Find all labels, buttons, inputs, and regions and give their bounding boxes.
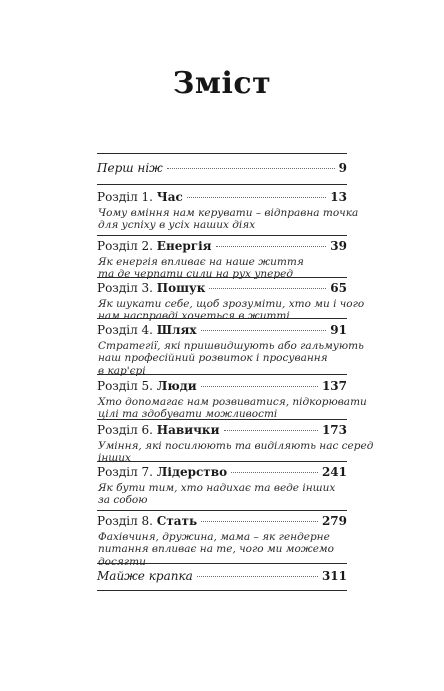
chapter-description: Як енергія впливає на наше життя та де черпати сили на рух уперед (98, 256, 304, 281)
chapter-description: Як бути тим, хто надихає та веде інших за собою (98, 482, 336, 507)
page-number: 39 (330, 239, 347, 253)
dot-leader (209, 288, 326, 289)
page-number: 91 (330, 323, 347, 337)
page-title: Зміст (172, 66, 272, 101)
toc-entry-heading (97, 379, 347, 395)
chapter-description: Уміння, які посилюють та виділяють нас серед інших (98, 440, 374, 465)
page-number: 9 (338, 161, 347, 175)
chapter-description: Стратегії, які пришвидшують або гальмують наш професійний розвиток і просування в кар'єрі (98, 340, 364, 377)
dot-leader (201, 386, 318, 387)
dot-leader (224, 430, 318, 431)
chapter-description: Хто допомагає нам розвиватися, підкорювати цілі та здобувати можливості (98, 396, 367, 421)
toc-entry-label: Розділ 4. Шлях (97, 323, 197, 337)
toc-entry-chapter-6[interactable] (97, 423, 374, 465)
toc-entry-afterword[interactable] (97, 569, 347, 585)
divider (97, 235, 347, 236)
page-number: 173 (321, 423, 347, 437)
toc-entry-chapter-2[interactable] (97, 239, 347, 281)
toc-entry-heading (97, 281, 347, 297)
dot-leader (167, 168, 335, 169)
divider (97, 590, 347, 591)
toc-entry-heading (97, 239, 347, 255)
chapter-description: Фахівчиня, дружина, мама – як гендерне питання впливає на те, чого ми можемо досягти (98, 531, 334, 568)
page-number: 65 (330, 281, 347, 295)
dot-leader (197, 576, 318, 577)
toc-entry-heading (97, 569, 347, 585)
toc-entry-chapter-4[interactable] (97, 323, 364, 377)
dot-leader (201, 330, 327, 331)
toc-entry-label: Розділ 5. Люди (97, 379, 197, 393)
toc-entry-chapter-7[interactable] (97, 465, 347, 507)
toc-entry-label: Розділ 3. Пошук (97, 281, 206, 295)
toc-entry-label: Майже крапка (97, 569, 193, 583)
toc-entry-label: Розділ 6. Навички (97, 423, 220, 437)
page-number: 311 (321, 569, 347, 583)
toc-entry-label: Перш ніж (97, 161, 163, 175)
toc-entry-label: Розділ 7. Лідерство (97, 465, 228, 479)
dot-leader (201, 521, 318, 522)
page-number: 241 (321, 465, 347, 479)
toc-entry-heading (97, 514, 347, 530)
dot-leader (231, 472, 318, 473)
dot-leader (216, 246, 327, 247)
toc-entry-chapter-3[interactable] (97, 281, 365, 323)
dot-leader (187, 197, 326, 198)
divider (97, 184, 347, 185)
page-number: 279 (321, 514, 347, 528)
toc-entry-chapter-8[interactable] (97, 514, 347, 568)
chapter-description: Чому вміння нам керувати – відправна точка для успіху в усіх наших діях (98, 207, 359, 232)
divider (97, 153, 347, 154)
page-number: 137 (321, 379, 347, 393)
chapter-description: Як шукати себе, щоб зрозуміти, хто ми і чого нам насправді хочеться в житті (98, 298, 365, 323)
toc-entry-heading (97, 161, 347, 177)
toc-entry-label: Розділ 8. Стать (97, 514, 198, 528)
toc-entry-heading (97, 465, 347, 481)
toc-entry-chapter-1[interactable] (97, 190, 359, 232)
page-number: 13 (330, 190, 347, 204)
toc-entry-chapter-5[interactable] (97, 379, 367, 421)
toc-entry-label: Розділ 2. Енергія (97, 239, 212, 253)
divider (97, 510, 347, 511)
toc-entry-heading (97, 323, 347, 339)
toc-entry-heading (97, 423, 347, 439)
toc-entry-label: Розділ 1. Час (97, 190, 183, 204)
toc-entry-heading (97, 190, 347, 206)
toc-entry-intro[interactable] (97, 161, 347, 177)
